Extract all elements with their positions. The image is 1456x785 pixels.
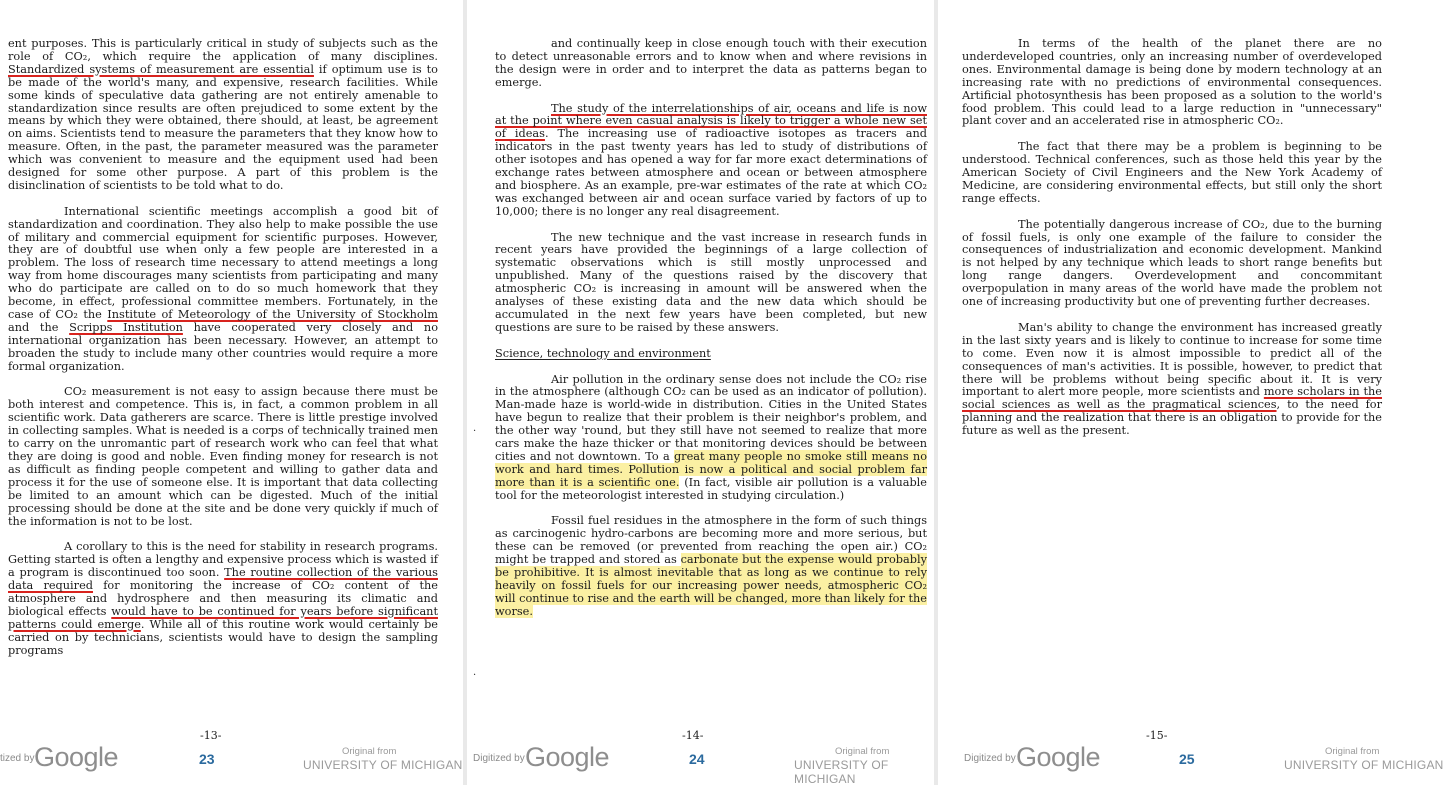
google-logo: Google [1016,742,1101,772]
original-from-label: Original from [1325,746,1380,757]
paragraph [8,386,438,528]
text-run: The new technique and the vast increase in research funds in recent years have provided the beginnings of a large collection of systematic observations which is still mostly unprocessed and unpublished. Many of the questions raised by the discovery that atmospheric CO₂ is increasing in amount will be answered when the analyses of these existing data and the new data which should be accumulated in the next few years have been completed, but new questions are sure to be raised by these answers. [495,230,927,334]
paragraph [495,38,927,90]
scan-speck: · [473,670,477,681]
paragraph [495,515,927,618]
text-run: . While all of this routine work would certainly be carried on by technicians, scientists would have to design the sampling programs [8,617,438,657]
scan-page-number: 23 [199,751,215,767]
text-run: and continually keep in close enough touch with their execution to detect unreasonable errors and to know when and where revisions in the design were in order and to interpret the data as patterns began to emerge. [495,37,927,89]
page-number: -15- [1146,729,1168,742]
underlined-text: Scripps Institution [69,320,183,334]
text-run: , to the need for planning and the realization that there is an obligation to provide for the future as well as the present. [962,398,1382,438]
page-text-column [8,38,438,670]
digitized-by-label: Digitized by [964,753,1016,764]
highlighted-text: carbonate but the expense would probably be prohibitive. It is almost inevitable that as long as we continue to rely heavily on fossil fuels for our increasing power needs, atmospheric CO₂ will continue to rise and the earth will be changed, more than likely for the worse. [495,553,927,618]
underlined-text: The routine collection of the various data required [8,566,438,593]
paragraph [8,38,438,193]
text-run: The fact that there may be a problem is beginning to be understood. Technical conferences, such as those held this year by the American Society of Civil Engineers and the New York Academy of Medicine, are considering environmental effects, but still only the short range effects. [962,140,1382,205]
page-number: -14- [682,729,704,742]
digitization-footer [467,742,934,785]
source-library-label: UNIVERSITY OF MICHIGAN [1284,758,1444,772]
text-run: In terms of the health of the planet there are no underdeveloped countries, only an increasing number of overdeveloped ones. Environmental damage is being done by modern technology at an increasing rate with no predictions of environmental consequences. Artificial photosynthesis has been proposed as a solution to the world's food problem. This could lead to a large reduction in "unnecessary" plant cover and an accelerated rise in atmospheric CO₂. [962,37,1382,128]
paragraph [962,38,1382,128]
scan-page-14 [467,0,934,785]
original-from-label: Original from [342,746,397,757]
google-logo: Google [34,742,119,772]
paragraph [8,206,438,374]
text-run: International scientific meetings accomplish a good bit of standardization and coordination. They also help to make possible the use of military and commercial equipment for scientific purposes. However, they are of doubtful use when only a few people are interested in a problem. The loss of research time necessary to attend meetings a long way from home discourages many scientists from participating and many who do participate are called on to do so much homework that they become, in effect, professional committee members. Fortunately, in the case of CO₂ the [8,204,438,322]
text-run: for monitoring the increase of CO₂ content of the atmosphere and hydrosphere and then measuring its climatic and biological effects [8,579,438,618]
source-library-label: UNIVERSITY OF MICHIGAN [794,758,889,785]
text-run: . The increasing use of radioactive isotopes as tracers and indicators in the past twenty years has led to study of distributions of other isotopes and has opened a way for far more exact determinations of exchange rates between atmosphere and ocean or between atmosphere and biosphere. As an example, pre-war estimates of the rate at which CO₂ was exchanged between air and ocean surface varied by factors of up to 10,000; there is no longer any real disagreement. [495,127,927,218]
text-run: (In fact, visible air pollution is a valuable tool for the meteorologist interested in studying circulation.) [495,475,927,502]
page-number: -13- [200,729,222,742]
paragraph [962,219,1382,309]
original-from-label: Original from [835,746,890,757]
text-run: CO₂ measurement is not easy to assign because there must be both interest and competence. This is, in fact, a common problem in all scientific work. Data gatherers are scarce. There is little prestige involved in collecting samples. What is needed is a corps of technically trained men to carry on the unromantic part of research work who can feel that what they are doing is good and noble. Even finding money for research is not as difficult as finding people competent and willing to gather data and process it for the use of someone else. It is important that data collecting be limited to an amount which can be digested. Much of the initial processing should be done at the site and be done very quickly if much of the information is not to be lost. [8,385,438,528]
underlined-text: Institute of Meteorology of the University of Stockholm [107,308,439,322]
text-run: ent purposes. This is particularly critical in study of subjects such as the role of CO₂, which require the application of many disciplines. [8,37,438,63]
paragraph [495,103,927,219]
paragraph [495,374,927,503]
google-logo: Google [525,742,610,772]
scan-page-number: 24 [689,751,705,767]
underlined-text: Standardized systems of measurement are essential [8,62,314,76]
digitized-by-label: Digitized by [473,753,525,764]
scan-page-13 [0,0,463,785]
source-library-label: UNIVERSITY OF MICHIGAN [303,758,463,772]
page-text-column [962,38,1382,451]
scan-speck: · [473,426,477,437]
scan-page-number: 25 [1179,751,1195,767]
digitization-footer [938,744,1456,780]
scan-page-15 [938,0,1456,785]
text-run: have cooperated very closely and no international organization has been necessary. However, an attempt to broaden the study to include many other countries would require a more formal organization. [8,320,438,373]
text-run: Air pollution in the ordinary sense does not include the CO₂ rise in the atmosphere (although CO₂ can be used as an indicator of pollution). Man-made haze is world-wide in distribution. Cities in the United States have begun to realize that their problem is their neighbor's problem, and the other way 'round, but they still have not seemed to realize that more cars make the haze thicker or that monitoring devices should be between cities and not downtown. To a [495,372,927,463]
text-run: Man's ability to change the environment has increased greatly in the last sixty years and is likely to continue to increase for some time to come. Even now it is almost impossible to predict all of the consequences of man's activities. It is possible, however, to predict that there will be problems without being specific about it. It is very important to alert more people, more scientists and [962,320,1382,399]
section-heading [495,348,927,361]
paragraph [962,141,1382,206]
paragraph [962,322,1382,438]
text-run: The potentially dangerous increase of CO₂, due to the burning of fossil fuels, is only one example of the failure to consider the consequences of industrialization and economic development. Mankind is not helped by any technique which leads to short range benefits but long range dangers. Overdevelopment and concommitant overpopulation in many areas of the world have made the problem not one of increasing productivity but one of preventing further decreases. [962,217,1382,309]
highlighted-text: great many people no smoke still means no work and hard times. Pollution is now a political and social problem far more than it is a scientific one. [495,449,927,489]
page-text-column [495,38,927,632]
underlined-text: more scholars in the social sciences as well as the pragmatical sciences [962,385,1382,412]
text-run: if optimum use is to be made of the world's many, and expensive, research facilities. While some kinds of speculative data gathering are not entirely amenable to standardization since results are often prejudiced to some extent by the means by which they were obtained, there should, at least, be agreement on aims. Scientists tend to measure the parameters that they know how to measure. Often, in the past, the parameter measured was the parameter which was convenient to measure and the equipment used had been designed for some other purpose. A part of this problem is the disinclination of scientists to be told what to do. [8,62,438,192]
paragraph [495,232,927,335]
text-run: A corollary to this is the need for stability in research programs. Getting started is often a lengthy and expensive process which is wasted if a program is discontinued too soon. [8,540,438,580]
underlined-text: The study of the interrelationships of air, oceans and life is now at the point where even casual analysis is likely to trigger a whole new set of ideas [495,101,927,141]
underlined-text: would have to be continued for years before significant patterns could emerge [8,604,438,631]
text-run: and the [8,320,70,334]
digitization-footer [0,744,463,780]
heading-text: Science, technology and environment [495,346,711,360]
text-run: Fossil fuel residues in the atmosphere in the form of such things as carcinogenic hydro-carbons are becoming more and more serious, but these can be removed (or prevented from reaching the open air.) CO₂ might be trapped and stored as [495,514,927,567]
digitized-by-label: tized by [0,753,35,764]
paragraph [8,541,438,657]
